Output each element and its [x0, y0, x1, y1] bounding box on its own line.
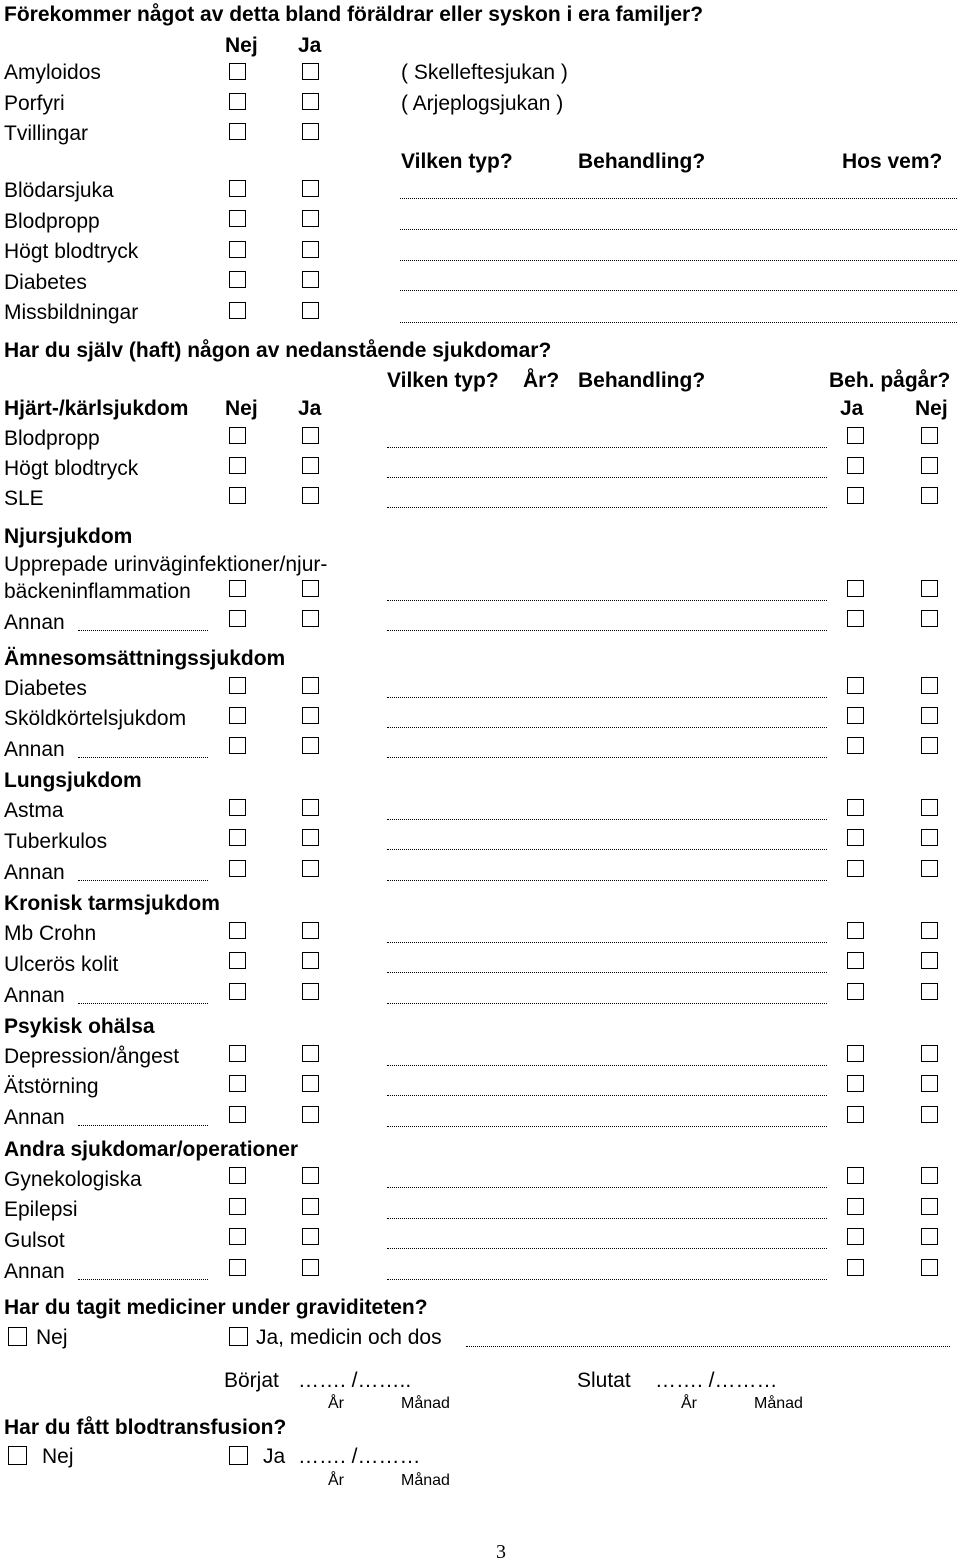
- family-row-label: Blödarsjuka: [4, 179, 114, 202]
- other-name-line[interactable]: [78, 757, 208, 758]
- family-row-no-checkbox[interactable]: [229, 93, 246, 110]
- family-row-yes-checkbox[interactable]: [302, 241, 319, 258]
- family-row-label: Missbildningar: [4, 301, 139, 324]
- ongoing-no-checkbox[interactable]: [921, 1045, 938, 1062]
- condition-label: Gulsot: [4, 1229, 65, 1252]
- condition-label: bäckeninflammation: [4, 580, 191, 603]
- ongoing-yes-checkbox[interactable]: [847, 952, 864, 969]
- family-row-yes-checkbox[interactable]: [302, 302, 319, 319]
- transfusion-yes-checkbox[interactable]: [229, 1446, 248, 1465]
- family-row-label: Diabetes: [4, 271, 87, 294]
- condition-answer-line[interactable]: [387, 447, 827, 448]
- condition-yes-checkbox[interactable]: [302, 707, 319, 724]
- ongoing-no-checkbox[interactable]: [921, 860, 938, 877]
- family-row-yes-checkbox[interactable]: [302, 271, 319, 288]
- family-row-no-checkbox[interactable]: [229, 180, 246, 197]
- condition-no-checkbox[interactable]: [229, 799, 246, 816]
- ongoing-no-checkbox[interactable]: [921, 922, 938, 939]
- family-answer-line[interactable]: [400, 260, 957, 261]
- ongoing-yes-checkbox[interactable]: [847, 1167, 864, 1184]
- condition-no-checkbox[interactable]: [229, 922, 246, 939]
- self-header-type: Vilken typ?: [387, 369, 499, 392]
- self-col-yes: Ja: [298, 397, 322, 420]
- condition-yes-checkbox[interactable]: [302, 677, 319, 694]
- ongoing-yes-checkbox[interactable]: [847, 677, 864, 694]
- condition-yes-checkbox[interactable]: [302, 580, 319, 597]
- family-header-who: Hos vem?: [842, 150, 943, 173]
- condition-label: Mb Crohn: [4, 922, 97, 945]
- page-number: 3: [496, 1541, 506, 1563]
- transfusion-year-label: År: [328, 1472, 344, 1489]
- ongoing-yes-checkbox[interactable]: [847, 1045, 864, 1062]
- ongoing-yes-checkbox[interactable]: [847, 799, 864, 816]
- condition-answer-line[interactable]: [387, 1248, 827, 1249]
- condition-label: Annan: [4, 861, 65, 884]
- ongoing-yes-checkbox[interactable]: [847, 610, 864, 627]
- group-title: Hjärt-/kärlsjukdom: [4, 397, 189, 420]
- ongoing-no-checkbox[interactable]: [921, 829, 938, 846]
- condition-no-checkbox[interactable]: [229, 707, 246, 724]
- medicines-started-date[interactable]: ……. /……..: [298, 1369, 412, 1392]
- family-answer-line[interactable]: [400, 322, 957, 323]
- condition-no-checkbox[interactable]: [229, 610, 246, 627]
- condition-label: Astma: [4, 799, 64, 822]
- self-header-year: År?: [523, 369, 560, 392]
- family-header-treatment: Behandling?: [578, 150, 706, 173]
- family-col-yes: Ja: [298, 34, 322, 57]
- self-header-ongoing: Beh. pågår?: [829, 369, 951, 392]
- family-row-yes-checkbox[interactable]: [302, 93, 319, 110]
- condition-no-checkbox[interactable]: [229, 677, 246, 694]
- family-row-label: Blodpropp: [4, 210, 100, 233]
- ongoing-no-checkbox[interactable]: [921, 737, 938, 754]
- transfusion-month-label: Månad: [401, 1472, 450, 1489]
- family-col-no: Nej: [225, 34, 258, 57]
- condition-answer-line[interactable]: [387, 1095, 827, 1096]
- condition-answer-line[interactable]: [387, 942, 827, 943]
- condition-answer-line[interactable]: [387, 1065, 827, 1066]
- ongoing-yes-checkbox[interactable]: [847, 1259, 864, 1276]
- ongoing-no-checkbox[interactable]: [921, 677, 938, 694]
- condition-answer-line[interactable]: [387, 1187, 827, 1188]
- medicines-started-label: Börjat: [224, 1369, 279, 1392]
- condition-label: Gynekologiska: [4, 1168, 142, 1191]
- condition-yes-checkbox[interactable]: [302, 457, 319, 474]
- family-row-label: Amyloidos: [4, 61, 101, 84]
- condition-no-checkbox[interactable]: [229, 580, 246, 597]
- ongoing-yes-checkbox[interactable]: [847, 860, 864, 877]
- group-title: Andra sjukdomar/operationer: [4, 1138, 299, 1161]
- condition-yes-checkbox[interactable]: [302, 1045, 319, 1062]
- medicines-ended-year-label: År: [681, 1395, 697, 1412]
- condition-answer-line[interactable]: [387, 477, 827, 478]
- condition-label: SLE: [4, 487, 44, 510]
- condition-label: Annan: [4, 738, 65, 761]
- ongoing-yes-checkbox[interactable]: [847, 922, 864, 939]
- condition-label: Tuberkulos: [4, 830, 108, 853]
- ongoing-yes-checkbox[interactable]: [847, 1075, 864, 1092]
- family-row-no-checkbox[interactable]: [229, 241, 246, 258]
- ongoing-yes-checkbox[interactable]: [847, 829, 864, 846]
- group-title: Lungsjukdom: [4, 769, 142, 792]
- medicines-started-month-label: Månad: [401, 1395, 450, 1412]
- condition-answer-line[interactable]: [387, 972, 827, 973]
- other-name-line[interactable]: [78, 1279, 208, 1280]
- condition-yes-checkbox[interactable]: [302, 1106, 319, 1123]
- condition-answer-line[interactable]: [387, 727, 827, 728]
- condition-label: Annan: [4, 1106, 65, 1129]
- condition-answer-line[interactable]: [387, 507, 827, 508]
- ongoing-no-checkbox[interactable]: [921, 1167, 938, 1184]
- condition-label: Blodpropp: [4, 427, 100, 450]
- family-row-yes-checkbox[interactable]: [302, 123, 319, 140]
- condition-yes-checkbox[interactable]: [302, 1198, 319, 1215]
- condition-no-checkbox[interactable]: [229, 487, 246, 504]
- ongoing-no-checkbox[interactable]: [921, 457, 938, 474]
- ongoing-yes-checkbox[interactable]: [847, 1106, 864, 1123]
- self-question: Har du själv (haft) någon av nedanstående sjukdomar?: [4, 339, 552, 362]
- family-answer-line[interactable]: [400, 290, 957, 291]
- condition-answer-line[interactable]: [387, 819, 827, 820]
- family-answer-line[interactable]: [400, 198, 957, 199]
- medicines-ended-month-label: Månad: [754, 1395, 803, 1412]
- medicines-ended-label: Slutat: [577, 1369, 631, 1392]
- family-row-yes-checkbox[interactable]: [302, 63, 319, 80]
- condition-yes-checkbox[interactable]: [302, 983, 319, 1000]
- other-name-line[interactable]: [78, 630, 208, 631]
- family-row-note: ( Arjeplogsjukan ): [401, 92, 564, 115]
- group-title: Njursjukdom: [4, 525, 133, 548]
- self-col-ongoing-yes: Ja: [840, 397, 864, 420]
- transfusion-yes-label: Ja: [263, 1445, 286, 1468]
- condition-no-checkbox[interactable]: [229, 952, 246, 969]
- condition-label: Ätstörning: [4, 1075, 99, 1098]
- medicines-dose-line[interactable]: [466, 1346, 950, 1347]
- ongoing-no-checkbox[interactable]: [921, 427, 938, 444]
- condition-answer-line[interactable]: [387, 697, 827, 698]
- condition-no-checkbox[interactable]: [229, 829, 246, 846]
- condition-answer-line[interactable]: [387, 757, 827, 758]
- family-row-label: Porfyri: [4, 92, 65, 115]
- condition-no-checkbox[interactable]: [229, 1198, 246, 1215]
- medicines-no-checkbox[interactable]: [8, 1327, 27, 1346]
- condition-no-checkbox[interactable]: [229, 427, 246, 444]
- condition-no-checkbox[interactable]: [229, 1228, 246, 1245]
- condition-answer-line[interactable]: [387, 849, 827, 850]
- other-name-line[interactable]: [78, 1125, 208, 1126]
- group-title: Psykisk ohälsa: [4, 1015, 155, 1038]
- ongoing-yes-checkbox[interactable]: [847, 983, 864, 1000]
- ongoing-no-checkbox[interactable]: [921, 1198, 938, 1215]
- medicines-question: Har du tagit mediciner under graviditeten?: [4, 1296, 428, 1319]
- condition-label-line1: Upprepade urinväginfektioner/njur-: [4, 553, 328, 576]
- family-row-no-checkbox[interactable]: [229, 63, 246, 80]
- other-name-line[interactable]: [78, 880, 208, 881]
- ongoing-no-checkbox[interactable]: [921, 610, 938, 627]
- other-name-line[interactable]: [78, 1003, 208, 1004]
- ongoing-yes-checkbox[interactable]: [847, 737, 864, 754]
- family-row-label: Högt blodtryck: [4, 240, 139, 263]
- transfusion-question: Har du fått blodtransfusion?: [4, 1416, 287, 1439]
- condition-label: Diabetes: [4, 677, 87, 700]
- condition-label: Högt blodtryck: [4, 457, 139, 480]
- ongoing-yes-checkbox[interactable]: [847, 427, 864, 444]
- family-row-yes-checkbox[interactable]: [302, 210, 319, 227]
- condition-label: Annan: [4, 984, 65, 1007]
- medicines-ended-date[interactable]: ……. /………: [655, 1369, 778, 1392]
- condition-no-checkbox[interactable]: [229, 983, 246, 1000]
- condition-label: Epilepsi: [4, 1198, 78, 1221]
- group-title: Ämnesomsättningssjukdom: [4, 647, 286, 670]
- ongoing-yes-checkbox[interactable]: [847, 1228, 864, 1245]
- condition-yes-checkbox[interactable]: [302, 1228, 319, 1245]
- family-row-yes-checkbox[interactable]: [302, 180, 319, 197]
- ongoing-yes-checkbox[interactable]: [847, 457, 864, 474]
- family-answer-line[interactable]: [400, 229, 957, 230]
- condition-answer-line[interactable]: [387, 630, 827, 631]
- condition-yes-checkbox[interactable]: [302, 952, 319, 969]
- ongoing-no-checkbox[interactable]: [921, 1228, 938, 1245]
- condition-yes-checkbox[interactable]: [302, 610, 319, 627]
- condition-yes-checkbox[interactable]: [302, 1167, 319, 1184]
- condition-answer-line[interactable]: [387, 880, 827, 881]
- condition-no-checkbox[interactable]: [229, 737, 246, 754]
- ongoing-no-checkbox[interactable]: [921, 983, 938, 1000]
- condition-yes-checkbox[interactable]: [302, 799, 319, 816]
- condition-no-checkbox[interactable]: [229, 860, 246, 877]
- ongoing-no-checkbox[interactable]: [921, 487, 938, 504]
- ongoing-no-checkbox[interactable]: [921, 952, 938, 969]
- transfusion-date[interactable]: ……. /………: [298, 1445, 421, 1468]
- condition-yes-checkbox[interactable]: [302, 922, 319, 939]
- ongoing-yes-checkbox[interactable]: [847, 1198, 864, 1215]
- ongoing-yes-checkbox[interactable]: [847, 487, 864, 504]
- ongoing-no-checkbox[interactable]: [921, 580, 938, 597]
- transfusion-no-label: Nej: [42, 1445, 74, 1468]
- family-row-label: Tvillingar: [4, 122, 89, 145]
- condition-answer-line[interactable]: [387, 1279, 827, 1280]
- medicines-yes-label: Ja, medicin och dos: [256, 1326, 442, 1349]
- medicines-started-year-label: År: [328, 1395, 344, 1412]
- self-col-ongoing-no: Nej: [915, 397, 948, 420]
- ongoing-no-checkbox[interactable]: [921, 799, 938, 816]
- condition-answer-line[interactable]: [387, 1003, 827, 1004]
- self-header-treatment: Behandling?: [578, 369, 706, 392]
- condition-yes-checkbox[interactable]: [302, 1075, 319, 1092]
- ongoing-no-checkbox[interactable]: [921, 1106, 938, 1123]
- condition-yes-checkbox[interactable]: [302, 829, 319, 846]
- medicines-no-label: Nej: [36, 1326, 68, 1349]
- condition-label: Annan: [4, 611, 65, 634]
- condition-label: Annan: [4, 1260, 65, 1283]
- condition-no-checkbox[interactable]: [229, 1075, 246, 1092]
- condition-no-checkbox[interactable]: [229, 1045, 246, 1062]
- family-row-no-checkbox[interactable]: [229, 302, 246, 319]
- condition-yes-checkbox[interactable]: [302, 487, 319, 504]
- family-row-no-checkbox[interactable]: [229, 123, 246, 140]
- family-row-note: ( Skelleftesjukan ): [401, 61, 568, 84]
- condition-yes-checkbox[interactable]: [302, 427, 319, 444]
- condition-answer-line[interactable]: [387, 600, 827, 601]
- group-title: Kronisk tarmsjukdom: [4, 892, 220, 915]
- ongoing-yes-checkbox[interactable]: [847, 580, 864, 597]
- ongoing-no-checkbox[interactable]: [921, 1075, 938, 1092]
- family-question: Förekommer något av detta bland föräldrar eller syskon i era familjer?: [4, 3, 704, 26]
- condition-answer-line[interactable]: [387, 1218, 827, 1219]
- condition-no-checkbox[interactable]: [229, 457, 246, 474]
- condition-label: Sköldkörtelsjukdom: [4, 707, 187, 730]
- condition-yes-checkbox[interactable]: [302, 860, 319, 877]
- condition-yes-checkbox[interactable]: [302, 737, 319, 754]
- condition-yes-checkbox[interactable]: [302, 1259, 319, 1276]
- family-header-type: Vilken typ?: [401, 150, 513, 173]
- ongoing-yes-checkbox[interactable]: [847, 707, 864, 724]
- family-row-no-checkbox[interactable]: [229, 210, 246, 227]
- medicines-yes-checkbox[interactable]: [229, 1327, 248, 1346]
- family-row-no-checkbox[interactable]: [229, 271, 246, 288]
- condition-label: Depression/ångest: [4, 1045, 180, 1068]
- condition-no-checkbox[interactable]: [229, 1167, 246, 1184]
- ongoing-no-checkbox[interactable]: [921, 1259, 938, 1276]
- transfusion-no-checkbox[interactable]: [8, 1446, 27, 1465]
- condition-no-checkbox[interactable]: [229, 1106, 246, 1123]
- condition-answer-line[interactable]: [387, 1126, 827, 1127]
- condition-no-checkbox[interactable]: [229, 1259, 246, 1276]
- condition-label: Ulcerös kolit: [4, 953, 119, 976]
- ongoing-no-checkbox[interactable]: [921, 707, 938, 724]
- self-col-no: Nej: [225, 397, 258, 420]
